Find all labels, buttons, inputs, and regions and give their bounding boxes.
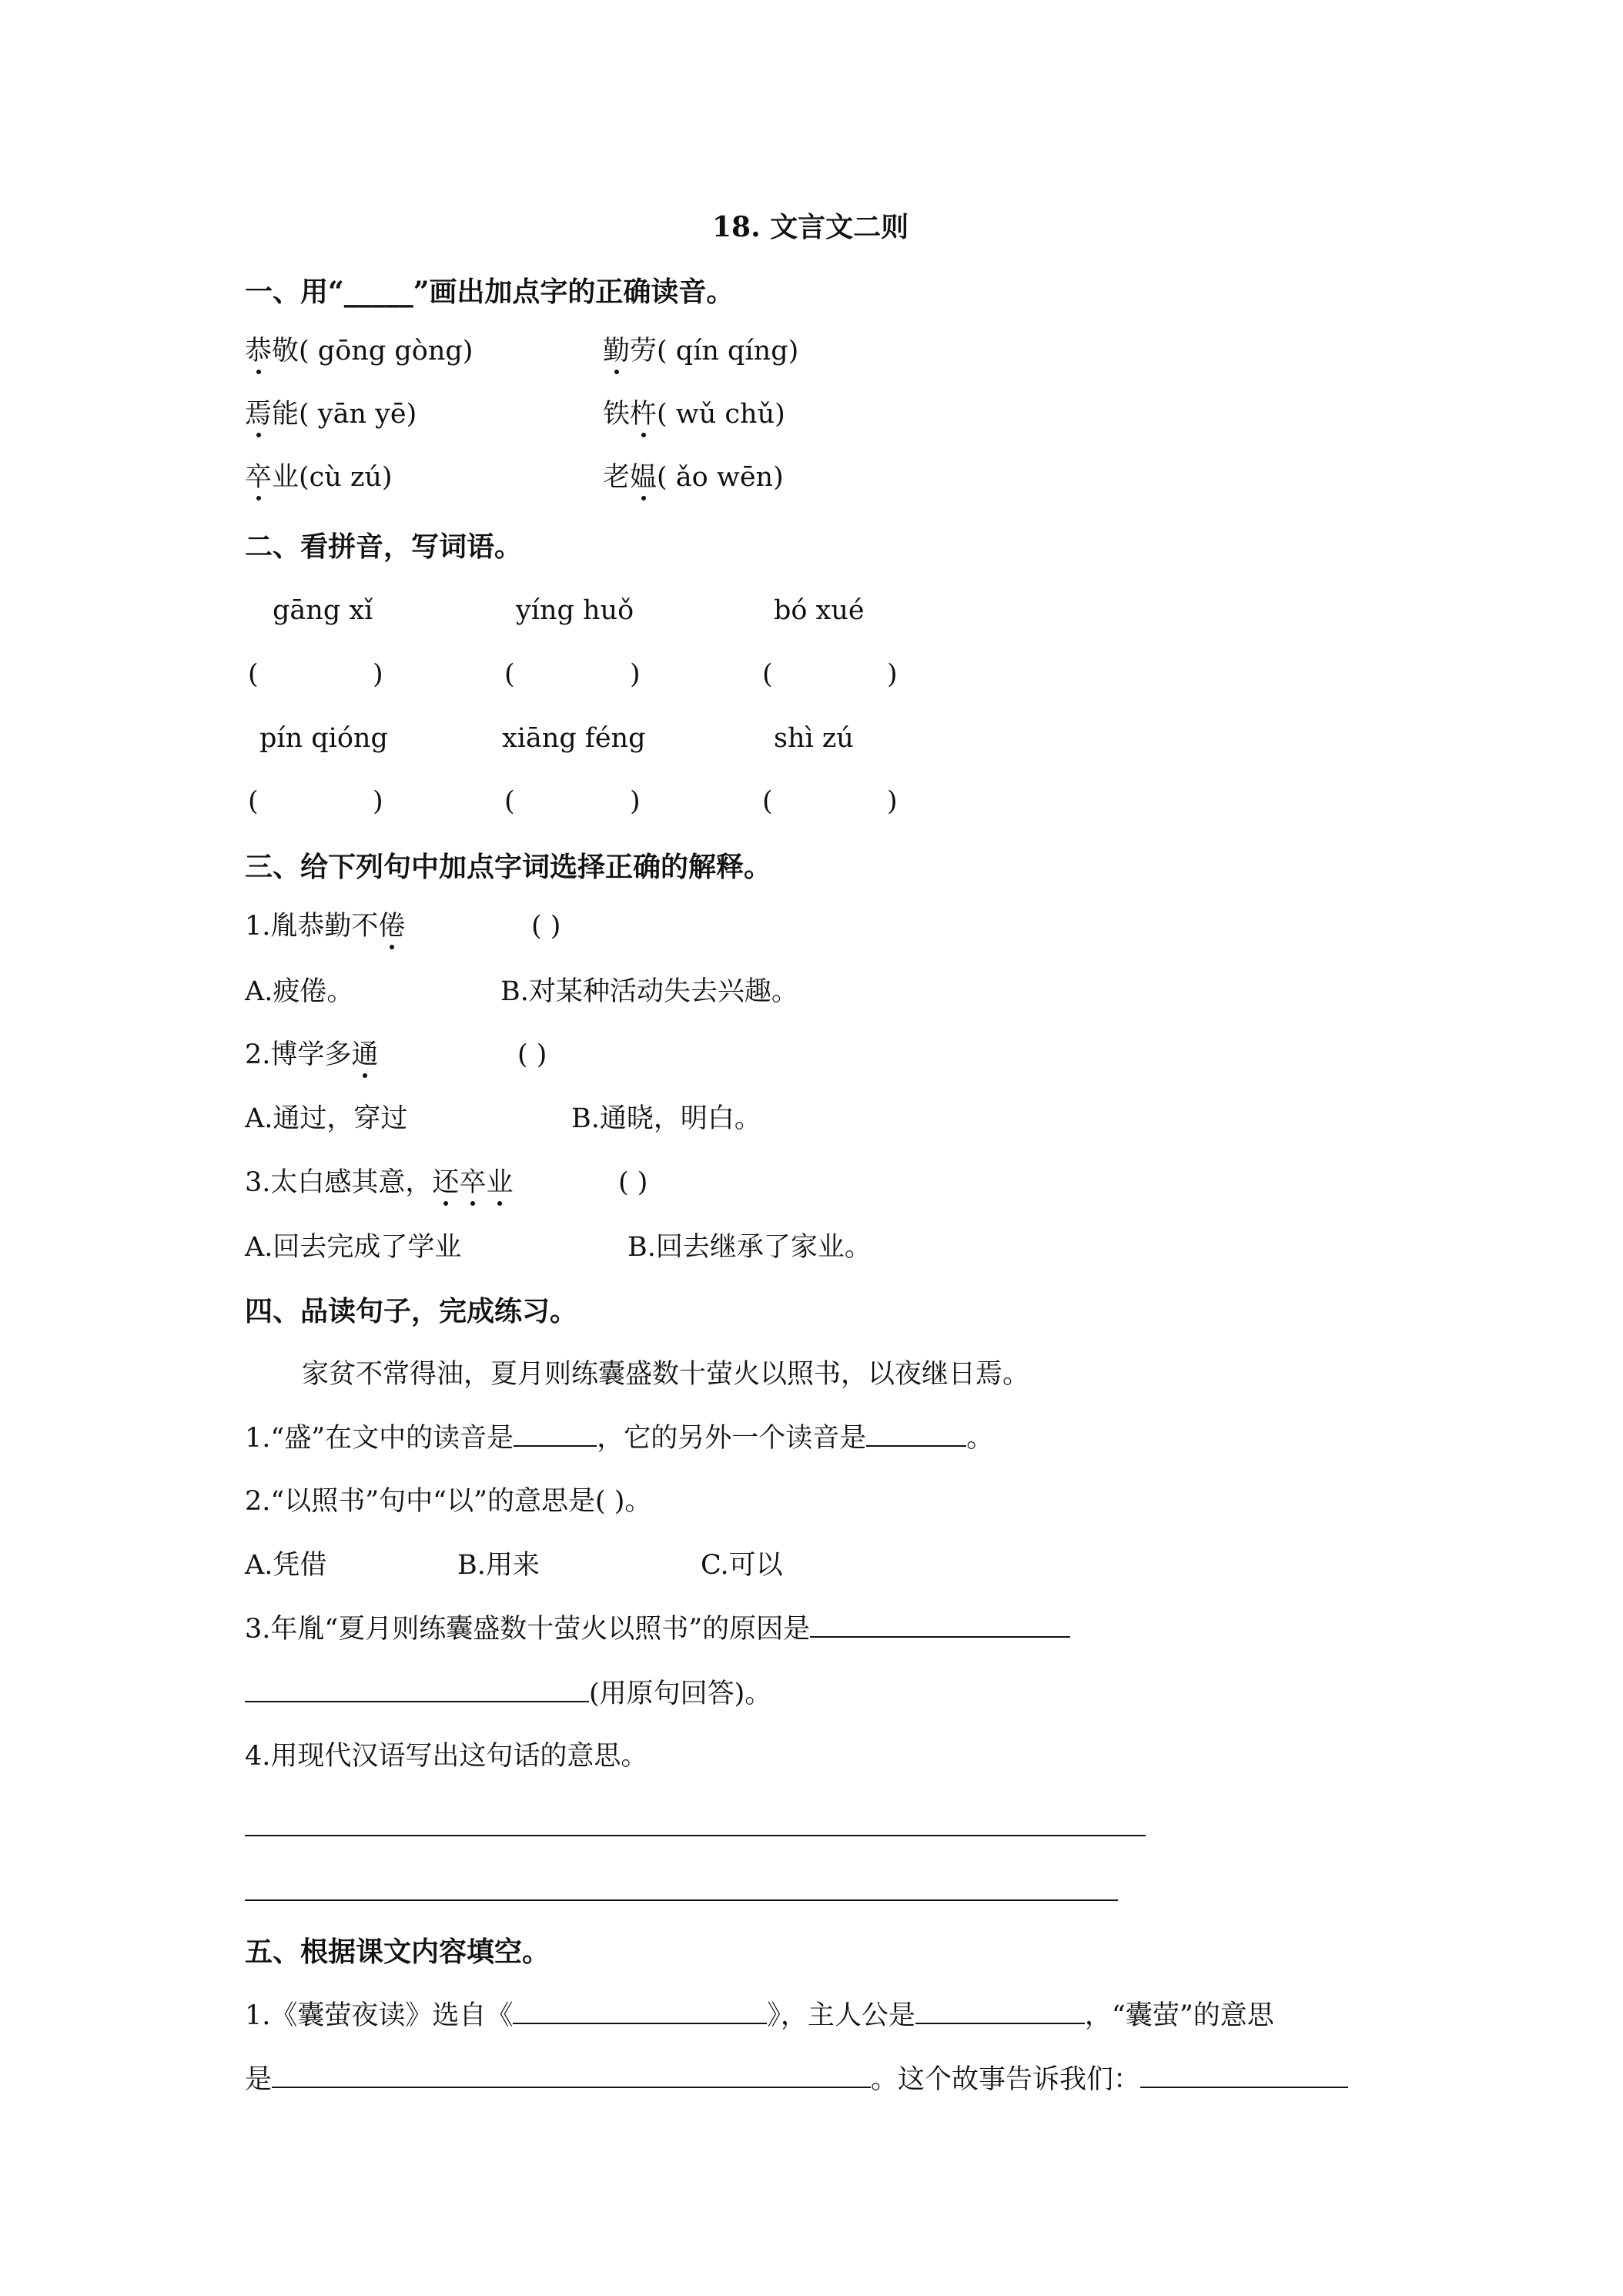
section2-heading: 二、看拼音，写词语。 [245,530,523,563]
reading-item-4: 铁杵( wǔ chǔ) [603,397,785,432]
pinyin-1: gāng xǐ [273,595,373,626]
section4-passage: 家贫不常得油，夏月则练囊盛数十萤火以照书，以夜继日焉。 [302,1359,1030,1390]
pinyin-3: bó xué [774,595,865,626]
answer-blank[interactable] [1140,2063,1348,2088]
section3-q1-paren: ( ) [531,911,561,942]
pinyin-4: pín qióng [259,723,388,754]
section3-q1-option-a: A.疲倦。 [245,976,354,1007]
dotted-char: 焉 [245,397,272,432]
answer-blank[interactable] [514,1422,597,1447]
section3-question-1: 1.胤恭勤不倦 [245,909,405,944]
answer-blank[interactable] [866,1422,966,1447]
section4-q2-option-b: B.用来 [457,1550,540,1581]
answer-blank[interactable] [915,2000,1085,2024]
section5-heading: 五、根据课文内容填空。 [245,1936,550,1968]
answer-box-6-close: ) [887,786,898,817]
section4-q2-option-a: A.凭借 [245,1550,327,1581]
answer-line-1[interactable] [245,1835,1146,1836]
dotted-char: 媪 [630,460,657,495]
answer-box-1-close: ) [373,659,383,690]
section4-question-3-cont: (用原句回答)。 [245,1676,771,1712]
section4-question-2: 2.“以照书”句中“以”的意思是( )。 [245,1486,652,1517]
answer-box-4-open: ( [248,786,259,817]
pinyin-6: shì zú [774,723,854,754]
section3-heading: 三、给下列句中加点字词选择正确的解释。 [245,851,772,883]
section3-q3-option-a: A.回去完成了学业 [245,1232,462,1263]
answer-box-2-close: ) [630,659,641,690]
section4-question-3: 3.年胤“夏月则练囊盛数十萤火以照书”的原因是 [245,1612,1070,1647]
section3-q2-paren: ( ) [517,1039,547,1070]
section3-question-3: 3.太白感其意，还卒业 [245,1165,513,1200]
answer-blank[interactable] [272,2063,871,2088]
section3-q2-option-b: B.通晓，明白。 [571,1103,761,1134]
answer-line-2[interactable] [245,1899,1118,1901]
pinyin-2: yíng huǒ [516,595,634,626]
section4-q2-option-c: C.可以 [701,1550,783,1581]
dotted-char: 还 [432,1165,459,1200]
dotted-char: 勤 [603,333,630,369]
answer-box-5-open: ( [504,786,515,817]
answer-blank[interactable] [245,1678,589,1702]
dotted-char: 卒 [459,1165,486,1200]
dotted-char: 通 [351,1037,378,1073]
section4-question-1: 1.“盛”在文中的读音是 ，它的另外一个读音是 。 [245,1423,994,1454]
section3-q2-option-a: A.通过，穿过 [245,1103,408,1134]
reading-item-1: 恭敬( gōng gòng) [245,333,473,369]
answer-box-5-close: ) [630,786,641,817]
answer-box-3-close: ) [887,659,898,690]
answer-box-1-open: ( [248,659,259,690]
reading-item-5: 卒业(cù zú) [245,460,393,495]
answer-box-4-close: ) [373,786,383,817]
dotted-char: 恭 [245,333,272,369]
answer-blank[interactable] [810,1613,1070,1638]
answer-box-3-open: ( [762,659,773,690]
section4-question-4: 4.用现代汉语写出这句话的意思。 [245,1741,648,1772]
reading-item-6: 老媪( ǎo wēn) [603,460,784,495]
reading-item-3: 焉能( yān yē) [245,397,417,432]
dotted-char: 业 [486,1165,513,1200]
dotted-char: 卒 [245,460,272,495]
section3-q3-paren: ( ) [618,1167,648,1198]
section1-heading: 一、用“_____”画出加点字的正确读音。 [245,276,735,308]
reading-item-2: 勤劳( qín qíng) [603,333,798,369]
pinyin-5: xiāng féng [502,723,646,754]
answer-blank[interactable] [513,2000,767,2024]
section4-heading: 四、品读句子，完成练习。 [245,1295,578,1327]
section5-question-1-cont: 是 。这个故事告诉我们： [245,2062,1348,2097]
section3-q3-option-b: B.回去继承了家业。 [627,1232,872,1263]
dotted-char: 杵 [630,397,657,432]
section3-question-2: 2.博学多通 [245,1037,378,1073]
dotted-char: 倦 [378,909,405,944]
answer-box-6-open: ( [762,786,773,817]
page-title: 18. 文言文二则 [712,211,909,243]
section5-question-1: 1.《囊萤夜读》选自《 》，主人公是 ，“囊萤”的意思 [245,2000,1274,2031]
section3-q1-option-b: B.对某种活动失去兴趣。 [500,976,798,1007]
answer-box-2-open: ( [504,659,515,690]
